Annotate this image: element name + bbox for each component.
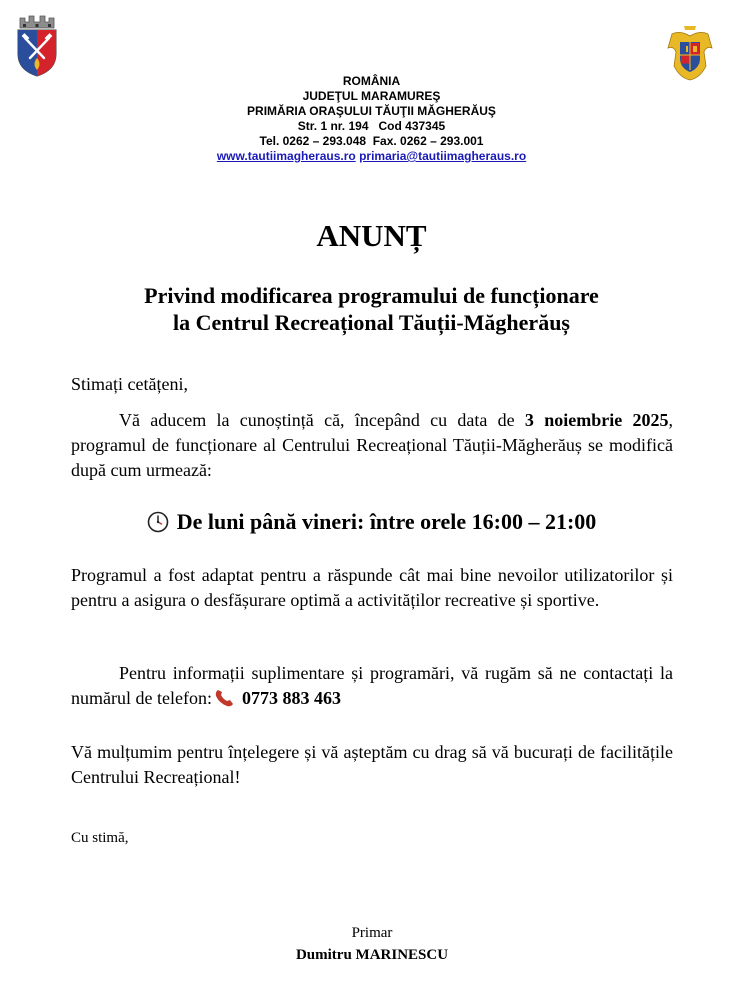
website-link[interactable]: www.tautiimagheraus.ro	[216, 149, 356, 163]
signature-role: Primar	[351, 925, 393, 941]
subtitle-line-1: Privind modificarea programului de funcționare	[144, 283, 599, 308]
schedule-line	[0, 508, 743, 536]
header-links	[0, 149, 743, 164]
phone-icon	[214, 688, 236, 708]
page-title: ANUNȚ	[316, 218, 427, 253]
adaptation-paragraph: Programul a fost adaptat pentru a răspunde cât mai bine nevoilor utilizatorilor și pentru a asigura o desfășurare optimă a activităților recreative și sportive.	[71, 565, 673, 610]
signature-block	[272, 922, 472, 966]
phone-number: 0773 883 463	[241, 688, 341, 708]
intro-paragraph	[71, 408, 673, 483]
intro-before: Vă aducem la cunoștință că, începând cu data de	[119, 410, 525, 430]
header-contact: Tel. 0262 – 293.048 Fax. 0262 – 293.001	[259, 134, 484, 148]
email-link[interactable]: primaria@tautiimagheraus.ro	[359, 149, 527, 163]
intro-date: 3 noiembrie 2025	[524, 410, 669, 430]
contact-text: Pentru informații suplimentare și programări, vă rugăm să ne contactați la numărul de telefon:	[71, 663, 673, 708]
subtitle-line-2: la Centrul Recreațional Tăuții-Măgherăuș	[173, 310, 570, 335]
intro-after: , programul de funcționare al Centrului Recreațional Tăuții-Măgherăuș se modifică după cum urmează:	[71, 410, 673, 480]
signature-name: Dumitru MARINESCU	[295, 947, 449, 963]
subtitle	[0, 282, 743, 336]
header-institution: PRIMĂRIA ORAŞULUI TĂUŢII MĂGHERĂUŞ	[247, 104, 496, 118]
contact-paragraph	[71, 661, 673, 711]
letterhead	[0, 74, 743, 164]
thanks-paragraph: Vă mulțumim pentru înțelegere și vă așteptăm cu drag să vă bucurați de facilitățile Centrului Recreațional!	[71, 742, 673, 787]
header-address: Str. 1 nr. 194 Cod 437345	[297, 119, 446, 133]
clock-icon	[147, 511, 169, 533]
schedule-text: De luni până vineri: între orele 16:00 – 21:00	[176, 509, 597, 534]
header-country: ROMÂNIA	[342, 74, 401, 88]
closing: Cu stimă,	[71, 830, 129, 846]
greeting: Stimați cetățeni,	[71, 374, 188, 394]
town-coat-of-arms-icon	[14, 14, 60, 78]
header-county: JUDEŢUL MARAMUREŞ	[302, 89, 441, 103]
